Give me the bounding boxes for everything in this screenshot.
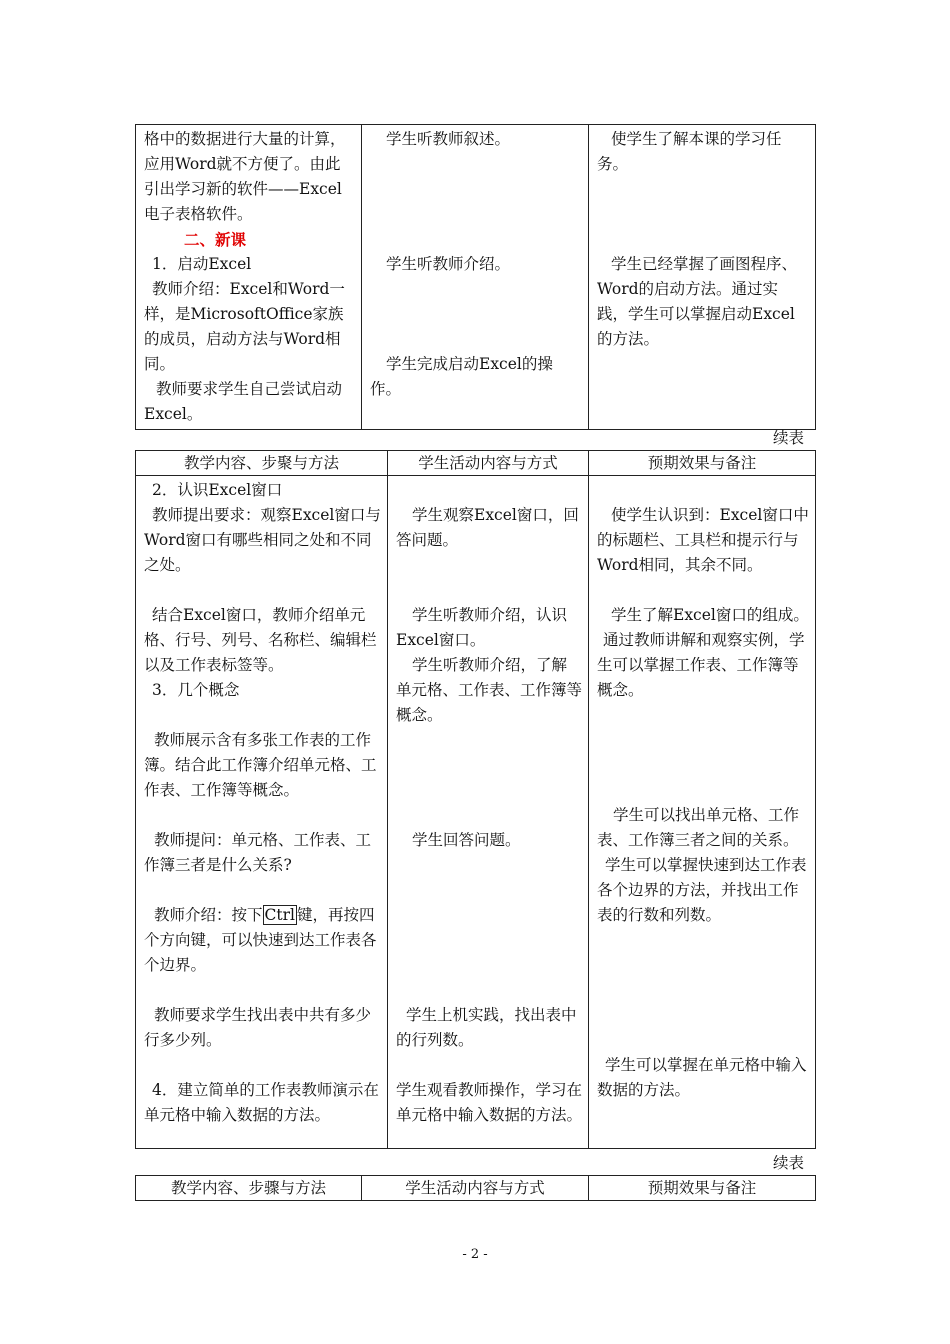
step4-title: 4．建立简单的工作表教师演示在单元格中输入数据的方法。 — [144, 1081, 379, 1124]
header-content-3: 教学内容、步骤与方法 — [136, 1176, 362, 1201]
step2-request: 教师提出要求：观察Excel窗口与Word窗口有哪些相同之处和不同之处。 — [144, 506, 381, 574]
header-effect: 预期效果与备注 — [589, 451, 816, 476]
step2-intro: 结合Excel窗口，教师介绍单元格、行号、列号、名称栏、编辑栏以及工作表标签等。 — [144, 606, 377, 674]
section-heading: 二、新课 — [184, 230, 247, 249]
lesson-table-part2 — [135, 450, 816, 1149]
step3-question: 教师提问：单元格、工作表、工作簿三者是什么关系? — [144, 831, 372, 874]
table2-effect-cell — [589, 476, 816, 1149]
effect-recognize-window: 使学生认识到：Excel窗口中的标题栏、工具栏和提示行与Word相同，其余不同。 — [597, 506, 809, 574]
step1-request: 教师要求学生自己尝试启动Excel。 — [144, 380, 343, 423]
lesson-table-part1 — [135, 124, 816, 430]
step2-title: 2．认识Excel窗口 — [152, 481, 283, 499]
effect-relationship: 学生可以找出单元格、工作表、工作簿三者之间的关系。 — [597, 806, 800, 849]
step3-show: 教师展示含有多张工作表的工作簿。结合此工作簿介绍单元格、工作表、工作簿等概念。 — [144, 731, 377, 799]
activity-listen-intro: 学生听教师介绍。 — [386, 255, 511, 273]
effect-launch-method: 学生已经掌握了画图程序、Word的启动方法。通过实践，学生可以掌握启动Excel的方法。 — [597, 255, 798, 348]
activity-learn-concepts: 学生听教师介绍，了解单元格、工作表、工作簿等概念。 — [396, 656, 583, 724]
table1-content-cell — [136, 125, 362, 430]
step1-intro: 教师介绍：Excel和Word一样，是MicrosoftOffice家族的成员，启动方法与Word相同。 — [144, 280, 345, 373]
activity-watch-demo: 学生观看教师操作，学习在单元格中输入数据的方法。 — [396, 1081, 583, 1124]
activity-observe-window: 学生观察Excel窗口，回答问题。 — [396, 506, 579, 549]
effect-learning-task: 使学生了解本课的学习任务。 — [597, 130, 782, 173]
table1-effect-cell — [589, 125, 816, 430]
continued-label: 续表 — [773, 429, 805, 447]
effect-input-data: 学生可以掌握在单元格中输入数据的方法。 — [597, 1056, 807, 1099]
lesson-table-part3 — [135, 1175, 816, 1201]
activity-answer: 学生回答问题。 — [412, 831, 521, 849]
activity-practice: 学生上机实践，找出表中的行列数。 — [396, 1006, 577, 1049]
activity-listen-narrate: 学生听教师叙述。 — [386, 130, 511, 148]
table1-activity-cell — [362, 125, 589, 430]
effect-window-parts: 学生了解Excel窗口的组成。 — [611, 606, 809, 624]
activity-launch-excel: 学生完成启动Excel的操作。 — [370, 355, 553, 398]
ctrl-intro-post: 键，再按四个方向键，可以快速到达工作表各个边界。 — [144, 906, 377, 974]
ctrl-intro-pre: 教师介绍：按下 — [154, 906, 263, 924]
ctrl-key-intro — [144, 903, 381, 978]
table2-activity-cell — [388, 476, 589, 1149]
table2-content-cell — [136, 476, 388, 1149]
step1-title: 1．启动Excel — [152, 255, 252, 273]
header-effect-3: 预期效果与备注 — [589, 1176, 816, 1201]
effect-quick-boundary: 学生可以掌握快速到达工作表各个边界的方法，并找出工作表的行数和列数。 — [597, 856, 807, 924]
step3-title: 3．几个概念 — [152, 681, 240, 699]
header-activity-3: 学生活动内容与方式 — [362, 1176, 589, 1201]
header-activity: 学生活动内容与方式 — [388, 451, 589, 476]
ctrl-key-box: Ctrl — [264, 906, 295, 924]
header-content: 教学内容、步聚与方法 — [136, 451, 388, 476]
intro-text: 格中的数据进行大量的计算，应用Word就不方便了。由此引出学习新的软件——Excel电子表格软件。 — [144, 130, 346, 223]
activity-know-window: 学生听教师介绍，认识Excel窗口。 — [396, 606, 568, 649]
find-rows-cols: 教师要求学生找出表中共有多少行多少列。 — [144, 1006, 372, 1049]
continued-label-2: 续表 — [773, 1154, 805, 1172]
page-number: - 2 - — [462, 1247, 488, 1262]
effect-master-concepts: 通过教师讲解和观察实例，学生可以掌握工作表、工作簿等概念。 — [597, 631, 805, 699]
